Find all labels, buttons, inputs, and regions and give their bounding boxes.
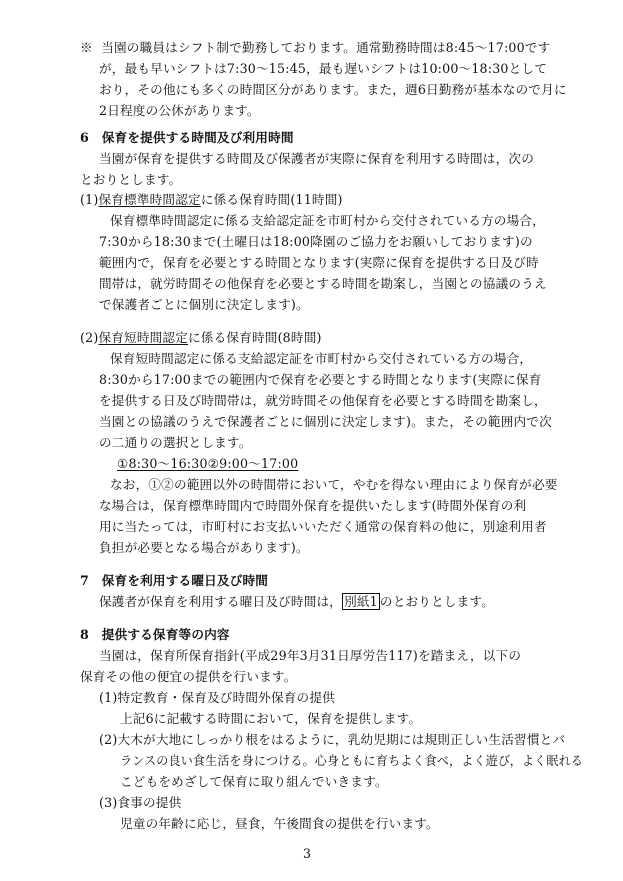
sub2-after-3: 用に当たっては，市町村にお支払いいただく通常の保育料の他に，別途利用者: [99, 519, 547, 534]
note-line-4: 2日程度の公休があります。: [99, 103, 260, 118]
section-8-intro-2: 保育その他の便宜の提供を行います。: [80, 669, 297, 684]
sub1-label-underlined: 保育標準時間認定: [98, 192, 201, 207]
item-1-label: (1)特定教育・保育及び時間外保育の提供: [99, 690, 335, 705]
section-6-heading: 6 保育を提供する時間及び利用時間: [80, 130, 294, 145]
item-3-label: (3)食事の提供: [99, 795, 182, 810]
item-2-line-1: (2)大木が大地にしっかり根をはるように，乳幼児期には規則正しい生活習慣とバ: [99, 732, 566, 747]
sub2-line-3: を提供する日及び時間帯は，就労時間その他保育を必要とする時間を勘案し，: [99, 393, 547, 408]
sub2-after-2: な場合は，保育標準時間内で時間外保育を提供いたします(時間外保育の利: [99, 498, 527, 513]
item-3-text: 児童の年齢に応じ，昼食，午後間食の提供を行います。: [120, 816, 439, 831]
page-number: 3: [303, 846, 312, 861]
sub1-line-3: 範囲内で，保育を必要とする時間となります(実際に保育を提供する日及び時: [99, 255, 539, 270]
note-line-3: おり，その他にも多くの時間区分があります。また，週6日勤務が基本なので月に: [99, 82, 567, 97]
sub2-label: (2)保育短時間認定に係る保育時間(8時間): [80, 330, 322, 345]
section-8-intro-1: 当園は，保育所保育指針(平成29年3月31日厚労告117)を踏まえ，以下の: [99, 648, 522, 663]
attachment-1-box: 別紙1: [344, 594, 378, 609]
section-6-intro-1: 当園が保育を提供する時間及び保護者が実際に保育を利用する時間は，次の: [99, 151, 534, 166]
note-mark: ※: [80, 40, 93, 55]
sub2-line-5: の二通りの選択とします。: [99, 435, 252, 450]
item-2-line-2: ランスの良い食生活を身につける。心身ともに育ちよく食べ，よく遊び，よく眠れる: [120, 753, 584, 768]
sub1-line-1: 保育標準時間認定に係る支給認定証を市町村から交付されている方の場合，: [110, 213, 545, 228]
sub1-line-4: 間帯は，就労時間その他保育を必要とする時間を勘案し，当園との協議のうえ: [99, 276, 547, 291]
sub1-line-5: で保護者ごとに個別に決定します)。: [99, 297, 309, 312]
item-1-text: 上記6に記載する時間において，保育を提供します。: [120, 711, 422, 726]
note-line-1: ※ 当園の職員はシフト制で勤務しております。通常勤務時間は8:45～17:00です: [80, 40, 551, 55]
sub2-line-1: 保育短時間認定に係る支給認定証を市町村から交付されている方の場合，: [110, 351, 533, 366]
sub2-options: ①8:30～16:30②9:00～17:00: [117, 456, 299, 471]
sub2-line-4: 当園との協議のうえで保護者ごとに個別に決定します)。また，その範囲内で次: [99, 414, 552, 429]
sub1-line-2: 7:30から18:30まで(土曜日は18:00降園のご協力をお願いしております)の: [99, 234, 533, 249]
section-8-heading: 8 提供する保育等の内容: [80, 627, 230, 642]
section-6-intro-2: とおりとします。: [80, 172, 182, 187]
sub2-label-underlined: 保育短時間認定: [98, 330, 189, 345]
sub2-after-4: 負担が必要となる場合があります)。: [99, 540, 309, 555]
section-7-heading: 7 保育を利用する曜日及び時間: [80, 573, 269, 588]
sub2-line-2: 8:30から17:00までの範囲内で保育を必要とする時間となります(実際に保育: [99, 372, 542, 387]
section-7-text: 保護者が保育を利用する曜日及び時間は， 別紙1 のとおりとします。: [99, 594, 495, 609]
note-line-2: が，最も早いシフトは7:30～15:45，最も遅いシフトは10:00～18:30として: [99, 61, 548, 76]
sub2-after-1: なお，①②の範囲以外の時間帯において，やむを得ない理由により保育が必要: [110, 477, 558, 492]
item-2-line-3: こどもをめざして保育に取り組んでいきます。: [120, 774, 388, 789]
sub1-label: (1)保育標準時間認定に係る保育時間(11時間): [80, 192, 343, 207]
